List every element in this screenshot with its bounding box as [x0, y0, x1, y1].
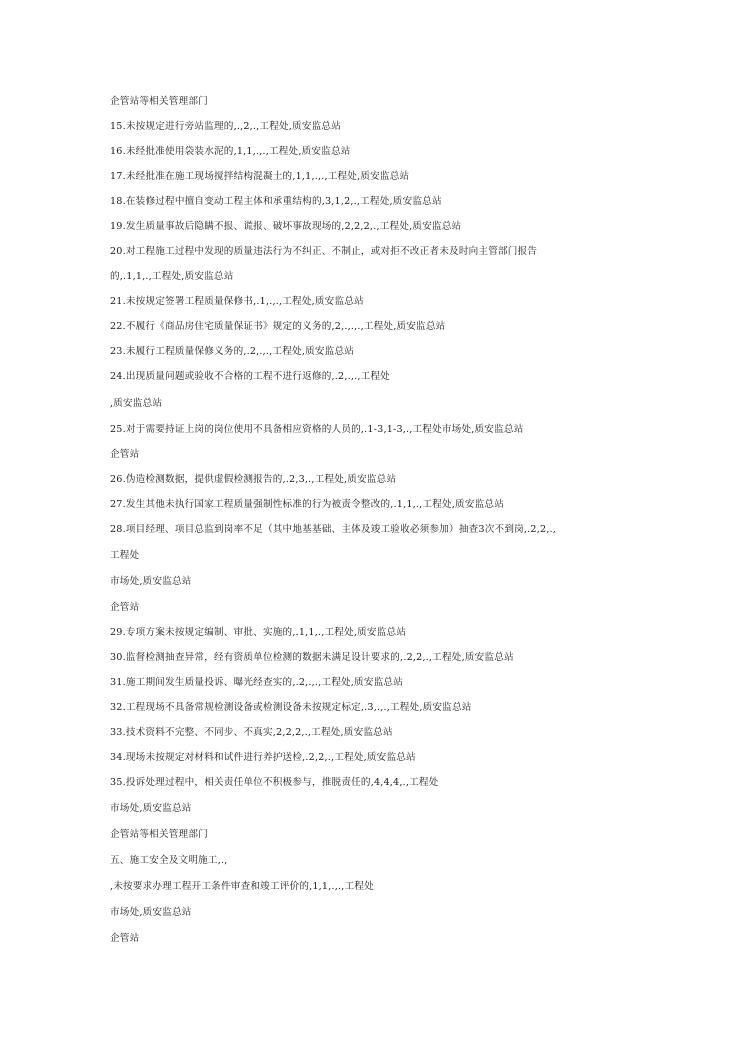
text-line: 33.技术资料不完整、不同步、不真实,2,2,2,.,工程处,质安监总站 [110, 727, 393, 738]
text-line: 15.未按规定进行旁站监理的,.,2,.,工程处,质安监总站 [110, 121, 341, 132]
text-line: 工程处 [110, 550, 140, 561]
text-line: 24.出现质量问题或验收不合格的工程不进行返修的,.2,.,.,工程处 [110, 371, 390, 382]
text-line: ,质安监总站 [110, 398, 163, 409]
text-line: 32.工程现场不具备常规检测设备或检测设备未按规定标定,.3,.,.,工程处,质安监总站 [110, 702, 472, 713]
text-line: 19.发生质量事故后隐瞒不报、谎报、破坏事故现场的,2,2,2,.,工程处,质安监总站 [110, 221, 462, 232]
text-line: 企管站等相关管理部门 [110, 96, 208, 107]
text-line: 的,.1,1,.,工程处,质安监总站 [110, 271, 234, 282]
text-line: ,未按要求办理工程开工条件审查和竣工评价的,1,1,.,.,工程处 [110, 881, 374, 892]
text-line: 21.未按规定签署工程质量保修书,.1,.,.,工程处,质安监总站 [110, 296, 364, 307]
text-line: 23.未履行工程质量保修义务的,.2,.,.,工程处,质安监总站 [110, 346, 355, 357]
text-line: 企管站 [110, 933, 140, 944]
text-line: 市场处,质安监总站 [110, 576, 192, 587]
text-line: 17.未经批准在施工现场搅拌结构混凝土的,1,1,.,.,工程处,质安监总站 [110, 171, 410, 182]
text-line: 34.现场未按规定对材料和试件进行养护送检,.2,2,.,工程处,质安监总站 [110, 752, 416, 763]
text-line: 28.项目经理、项目总监到岗率不足（其中地基基础、主体及竣工验收必须参加）抽查3次不到岗,.2,2,., [110, 524, 557, 535]
text-line: 企管站等相关管理部门 [110, 829, 208, 840]
text-line: 25.对于需要持证上岗的岗位使用不具备相应资格的人员的,.1-3,1-3,.,工程处市场处,质安监总站 [110, 424, 524, 435]
text-line: 29.专项方案未按规定编制、审批、实施的,.1,1,.,工程处,质安监总站 [110, 627, 407, 638]
text-line: 18.在装修过程中擅自变动工程主体和承重结构的,3,1,2,.,工程处,质安监总站 [110, 196, 442, 207]
text-line: 企管站 [110, 449, 140, 460]
text-line: 27.发生其他未执行国家工程质量强制性标准的行为被责令整改的,.1,1,.,工程处,质安监总站 [110, 499, 504, 510]
text-line: 31.施工期间发生质量投诉、曝光经查实的,.2,.,.,工程处,质安监总站 [110, 677, 404, 688]
text-line: 市场处,质安监总站 [110, 907, 192, 918]
text-line: 26.伪造检测数据，提供虚假检测报告的,.2,3,.,工程处,质安监总站 [110, 474, 397, 485]
text-line: 30.监督检测抽查异常，经有资质单位检测的数据未满足设计要求的,.2,2,.,工程处,质安监总站 [110, 652, 514, 663]
text-line: 20.对工程施工过程中发现的质量违法行为不纠正、不制止，或对拒不改正者未及时向主管部门报告 [110, 246, 538, 257]
text-line: 22.不履行《商品房住宅质量保证书》规定的义务的,2,.,.,.,工程处,质安监总站 [110, 321, 446, 332]
text-line: 35.投诉处理过程中，相关责任单位不积极参与，推脱责任的,4,4,4,.,工程处 [110, 777, 439, 788]
text-line: 市场处,质安监总站 [110, 803, 192, 814]
text-line: 16.未经批准使用袋装水泥的,1,1,.,.,工程处,质安监总站 [110, 146, 351, 157]
text-line: 企管站 [110, 602, 140, 613]
text-line: 五、施工安全及文明施工,., [110, 855, 228, 866]
